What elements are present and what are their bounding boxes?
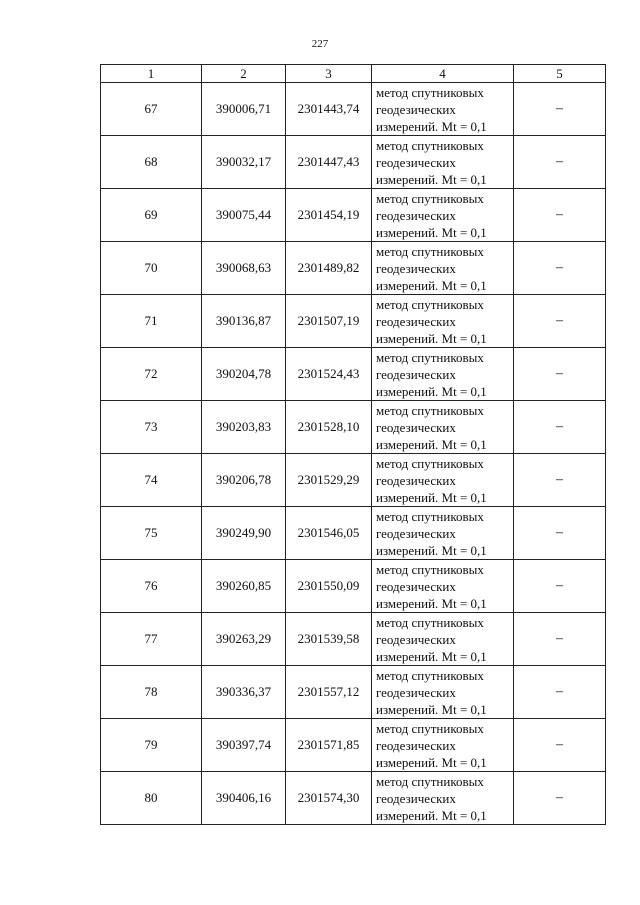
y-coordinate-cell: 2301546,05 [286, 507, 372, 560]
x-coordinate-cell: 390204,78 [202, 348, 286, 401]
method-cell [372, 136, 514, 189]
method-line: метод спутниковых [376, 720, 484, 736]
y-coordinate-cell: 2301571,85 [286, 719, 372, 772]
x-coordinate-cell: 390068,63 [202, 242, 286, 295]
x-coordinate-cell: 390260,85 [202, 560, 286, 613]
point-number-cell: 68 [101, 136, 202, 189]
point-number-cell: 67 [101, 83, 202, 136]
table-row [101, 719, 606, 772]
note-cell: – [514, 507, 606, 560]
method-line: метод спутниковых [376, 243, 484, 259]
method-cell [372, 719, 514, 772]
header-cell-3: 3 [286, 65, 372, 83]
method-cell [372, 507, 514, 560]
method-line: измерений. Mt = 0,1 [376, 436, 487, 452]
method-line: измерений. Mt = 0,1 [376, 489, 487, 505]
y-coordinate-cell: 2301443,74 [286, 83, 372, 136]
table-row [101, 666, 606, 719]
y-coordinate-cell: 2301539,58 [286, 613, 372, 666]
coordinates-table [100, 64, 606, 825]
method-line: геодезических [376, 207, 456, 223]
x-coordinate-cell: 390249,90 [202, 507, 286, 560]
method-line: метод спутниковых [376, 349, 484, 365]
method-cell [372, 401, 514, 454]
x-coordinate-cell: 390203,83 [202, 401, 286, 454]
method-line: геодезических [376, 737, 456, 753]
note-cell: – [514, 719, 606, 772]
x-coordinate-cell: 390406,16 [202, 772, 286, 825]
x-coordinate-cell: 390136,87 [202, 295, 286, 348]
method-line: метод спутниковых [376, 455, 484, 471]
point-number-cell: 70 [101, 242, 202, 295]
table-row [101, 348, 606, 401]
x-coordinate-cell: 390006,71 [202, 83, 286, 136]
y-coordinate-cell: 2301528,10 [286, 401, 372, 454]
x-coordinate-cell: 390032,17 [202, 136, 286, 189]
x-coordinate-cell: 390263,29 [202, 613, 286, 666]
note-cell: – [514, 83, 606, 136]
method-line: измерений. Mt = 0,1 [376, 807, 487, 823]
header-cell-1: 1 [101, 65, 202, 83]
header-row [101, 65, 606, 83]
point-number-cell: 79 [101, 719, 202, 772]
note-cell: – [514, 348, 606, 401]
note-cell: – [514, 666, 606, 719]
y-coordinate-cell: 2301454,19 [286, 189, 372, 242]
point-number-cell: 80 [101, 772, 202, 825]
table-row [101, 242, 606, 295]
note-cell: – [514, 136, 606, 189]
method-line: метод спутниковых [376, 402, 484, 418]
header-cell-2: 2 [202, 65, 286, 83]
method-line: метод спутниковых [376, 561, 484, 577]
method-cell [372, 772, 514, 825]
method-line: геодезических [376, 313, 456, 329]
point-number-cell: 76 [101, 560, 202, 613]
x-coordinate-cell: 390075,44 [202, 189, 286, 242]
method-line: измерений. Mt = 0,1 [376, 118, 487, 134]
y-coordinate-cell: 2301574,30 [286, 772, 372, 825]
method-line: измерений. Mt = 0,1 [376, 754, 487, 770]
method-line: метод спутниковых [376, 614, 484, 630]
method-line: геодезических [376, 154, 456, 170]
x-coordinate-cell: 390336,37 [202, 666, 286, 719]
note-cell: – [514, 401, 606, 454]
method-line: геодезических [376, 101, 456, 117]
header-cell-4: 4 [372, 65, 514, 83]
y-coordinate-cell: 2301524,43 [286, 348, 372, 401]
method-line: метод спутниковых [376, 296, 484, 312]
note-cell: – [514, 295, 606, 348]
method-line: геодезических [376, 419, 456, 435]
point-number-cell: 74 [101, 454, 202, 507]
method-cell [372, 189, 514, 242]
method-cell [372, 83, 514, 136]
method-line: метод спутниковых [376, 773, 484, 789]
method-line: измерений. Mt = 0,1 [376, 171, 487, 187]
note-cell: – [514, 772, 606, 825]
method-line: геодезических [376, 260, 456, 276]
point-number-cell: 69 [101, 189, 202, 242]
header-cell-5: 5 [514, 65, 606, 83]
method-line: геодезических [376, 525, 456, 541]
table-row [101, 772, 606, 825]
y-coordinate-cell: 2301447,43 [286, 136, 372, 189]
x-coordinate-cell: 390206,78 [202, 454, 286, 507]
note-cell: – [514, 189, 606, 242]
method-line: измерений. Mt = 0,1 [376, 224, 487, 240]
point-number-cell: 73 [101, 401, 202, 454]
method-line: метод спутниковых [376, 508, 484, 524]
y-coordinate-cell: 2301507,19 [286, 295, 372, 348]
method-line: измерений. Mt = 0,1 [376, 648, 487, 664]
x-coordinate-cell: 390397,74 [202, 719, 286, 772]
method-line: измерений. Mt = 0,1 [376, 277, 487, 293]
method-line: метод спутниковых [376, 667, 484, 683]
table-row [101, 507, 606, 560]
table-row [101, 401, 606, 454]
method-cell [372, 348, 514, 401]
table-row [101, 613, 606, 666]
method-line: геодезических [376, 631, 456, 647]
method-line: геодезических [376, 578, 456, 594]
note-cell: – [514, 454, 606, 507]
table-row [101, 83, 606, 136]
method-line: геодезических [376, 684, 456, 700]
point-number-cell: 72 [101, 348, 202, 401]
method-cell [372, 295, 514, 348]
table-row [101, 189, 606, 242]
table-row [101, 136, 606, 189]
method-line: метод спутниковых [376, 190, 484, 206]
method-line: метод спутниковых [376, 84, 484, 100]
point-number-cell: 71 [101, 295, 202, 348]
method-cell [372, 454, 514, 507]
method-cell [372, 613, 514, 666]
point-number-cell: 77 [101, 613, 202, 666]
method-line: измерений. Mt = 0,1 [376, 701, 487, 717]
table-row [101, 454, 606, 507]
method-cell [372, 560, 514, 613]
note-cell: – [514, 613, 606, 666]
method-line: измерений. Mt = 0,1 [376, 383, 487, 399]
method-cell [372, 242, 514, 295]
page-number: 227 [311, 38, 329, 50]
y-coordinate-cell: 2301489,82 [286, 242, 372, 295]
method-line: измерений. Mt = 0,1 [376, 595, 487, 611]
note-cell: – [514, 242, 606, 295]
point-number-cell: 75 [101, 507, 202, 560]
y-coordinate-cell: 2301529,29 [286, 454, 372, 507]
table-row [101, 295, 606, 348]
method-line: измерений. Mt = 0,1 [376, 542, 487, 558]
method-line: метод спутниковых [376, 137, 484, 153]
table-body [101, 83, 606, 825]
method-cell [372, 666, 514, 719]
method-line: геодезических [376, 790, 456, 806]
point-number-cell: 78 [101, 666, 202, 719]
note-cell: – [514, 560, 606, 613]
method-line: геодезических [376, 366, 456, 382]
method-line: геодезических [376, 472, 456, 488]
table-row [101, 560, 606, 613]
table-header [101, 65, 606, 83]
method-line: измерений. Mt = 0,1 [376, 330, 487, 346]
y-coordinate-cell: 2301550,09 [286, 560, 372, 613]
y-coordinate-cell: 2301557,12 [286, 666, 372, 719]
